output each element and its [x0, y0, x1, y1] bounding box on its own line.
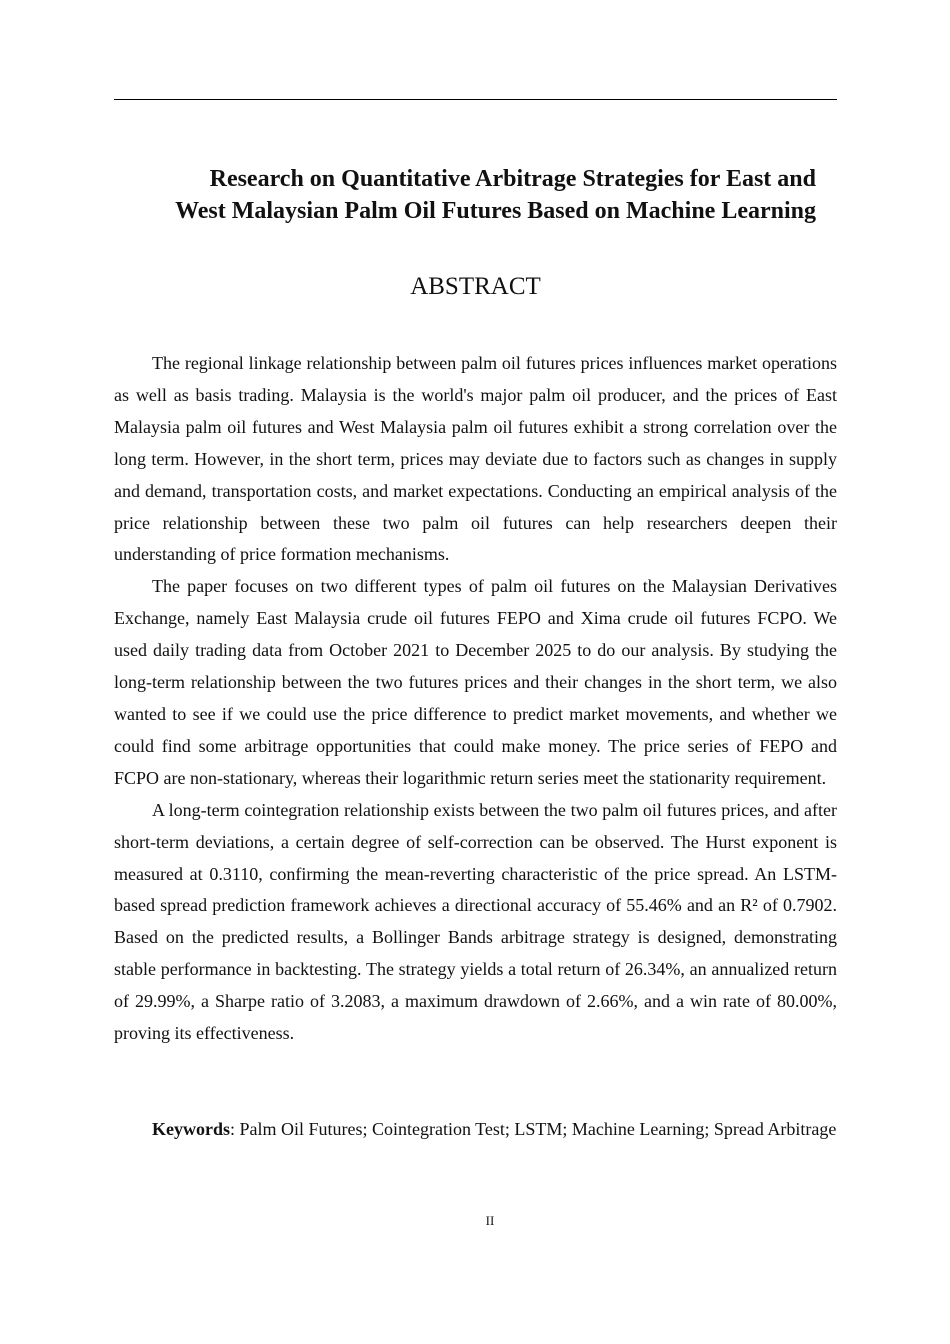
keywords-label: Keywords: [152, 1119, 230, 1139]
abstract-heading: ABSTRACT: [410, 273, 541, 300]
paper-title: [114, 163, 816, 227]
abstract-paragraph-3: A long-term cointegration relationship exists between the two palm oil futures prices, and after short-term deviations, a certain degree of self-correction can be observed. The Hurst exponent is measured at 0.3110, confirming the mean-reverting characteristic of the price spread. An LSTM-based spread prediction framework achieves a directional accuracy of 55.46% and an R² of 0.7902. Based on the predicted results, a Bollinger Bands arbitrage strategy is designed, demonstrating stable performance in backtesting. The strategy yields a total return of 26.34%, an annualized return of 29.99%, a Sharpe ratio of 3.2083, a maximum drawdown of 2.66%, and a win rate of 80.00%, proving its effectiveness.: [114, 799, 837, 1044]
keywords: [114, 1114, 837, 1146]
keywords-separator: :: [230, 1119, 236, 1139]
keywords-text: Palm Oil Futures; Cointegration Test; LSTM; Machine Learning; Spread Arbitrage: [239, 1119, 837, 1139]
abstract-paragraph-1: The regional linkage relationship between palm oil futures prices influences market operations as well as basis trading. Malaysia is the world's major palm oil producer, and the prices of East Malaysia palm oil futures and West Malaysia palm oil futures exhibit a strong correlation over the long term. However, in the short term, prices may deviate due to factors such as changes in supply and demand, transportation costs, and market expectations. Conducting an empirical analysis of the price relationship between these two palm oil futures can help researchers deepen their understanding of price formation mechanisms.: [114, 353, 837, 565]
paper-title-line-2: West Malaysian Palm Oil Futures Based on Machine Learning: [175, 198, 816, 224]
abstract-paragraph-2: The paper focuses on two different types of palm oil futures on the Malaysian Derivatives Exchange, namely East Malaysia crude oil futures FEPO and Xima crude oil futures FCPO. We used daily trading data from October 2021 to December 2025 to do our analysis. By studying the long-term relationship between the two futures prices and their changes in the short term, we also wanted to see if we could use the price difference to predict market movements, and whether we could find some arbitrage opportunities that could make money. The price series of FEPO and FCPO are non-stationary, whereas their logarithmic return series meet the stationarity requirement.: [114, 576, 837, 788]
page-number: II: [485, 1213, 495, 1228]
abstract-body: [114, 348, 837, 1050]
paper-title-line-1: Research on Quantitative Arbitrage Strategies for East and: [209, 166, 816, 192]
header-rule: [114, 99, 837, 100]
